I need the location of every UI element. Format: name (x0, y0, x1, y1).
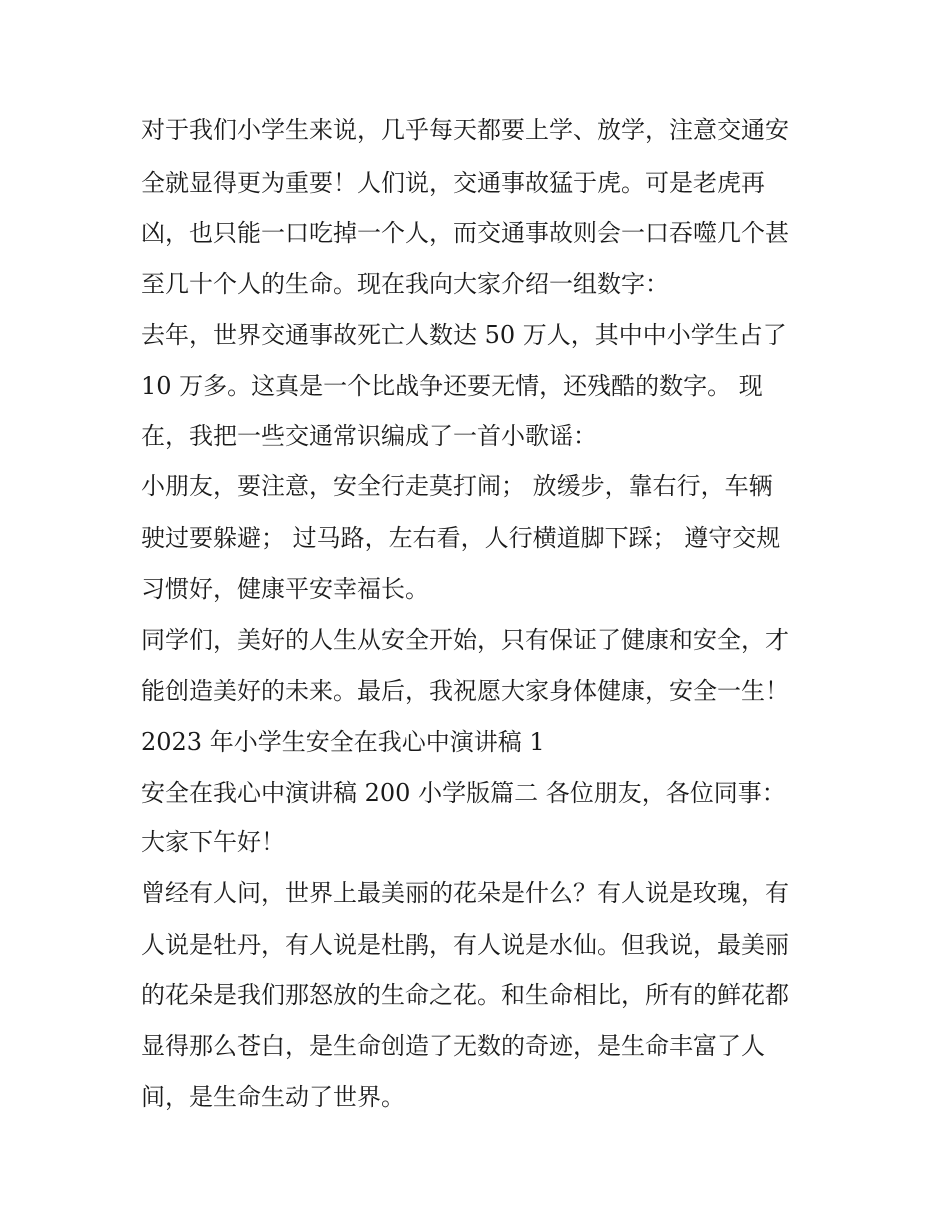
text-line: 10 万多。这真是一个比战争还要无情，还残酷的数字。 现 (141, 372, 763, 400)
text-line: 全就显得更为重要！人们说，交通事故猛于虎。可是老虎再 (141, 169, 765, 197)
text-line: 2023 年小学生安全在我心中演讲稿 1 (141, 728, 545, 756)
text-line: 的花朵是我们那怒放的生命之花。和生命相比，所有的鲜花都 (141, 981, 789, 1009)
text-line: 曾经有人问，世界上最美丽的花朵是什么？有人说是玫瑰，有 (141, 879, 789, 907)
text-line: 安全在我心中演讲稿 200 小学版篇二 各位朋友，各位同事： (141, 779, 786, 807)
text-line: 能创造美好的未来。最后，我祝愿大家身体健康，安全一生！ (141, 677, 789, 705)
text-line: 凶，也只能一口吃掉一个人，而交通事故则会一口吞噬几个甚 (141, 219, 789, 247)
text-line: 间，是生命生动了世界。 (141, 1083, 405, 1111)
text-line: 小朋友，要注意，安全行走莫打闹； 放缓步，靠右行，车辆 (141, 472, 773, 500)
text-line: 大家下午好！ (141, 828, 285, 856)
text-line: 去年，世界交通事故死亡人数达 50 万人，其中中小学生占了 (141, 321, 787, 349)
text-line: 显得那么苍白，是生命创造了无数的奇迹，是生命丰富了人 (141, 1032, 765, 1060)
text-line: 驶过要躲避； 过马路，左右看，人行横道脚下踩； 遵守交规 (141, 524, 781, 552)
text-line: 人说是牡丹，有人说是杜鹃，有人说是水仙。但我说，最美丽 (141, 931, 789, 959)
text-line: 至几十个人的生命。现在我向大家介绍一组数字： (141, 270, 669, 298)
text-line: 同学们，美好的人生从安全开始，只有保证了健康和安全，才 (141, 626, 789, 654)
text-line: 对于我们小学生来说，几乎每天都要上学、放学，注意交通安 (141, 116, 789, 144)
text-line: 习惯好，健康平安幸福长。 (141, 575, 429, 603)
text-line: 在，我把一些交通常识编成了一首小歌谣： (141, 422, 597, 450)
